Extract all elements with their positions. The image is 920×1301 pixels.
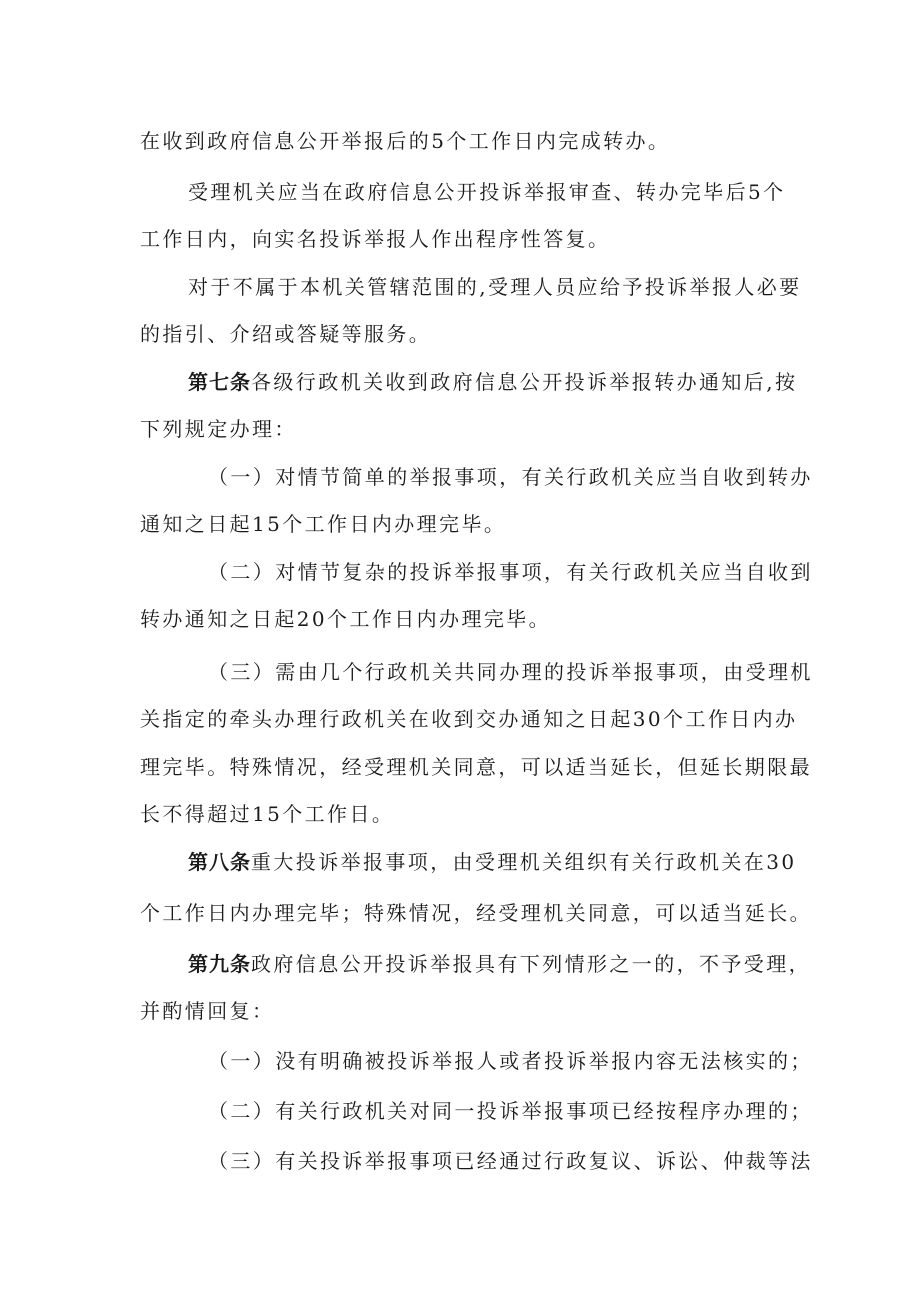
article-8-line <box>188 842 800 882</box>
paragraph-line <box>188 172 800 212</box>
list-item-line <box>208 652 813 692</box>
paragraph-line <box>140 699 800 739</box>
paragraph-line <box>140 599 800 639</box>
line-text: 对于不属于本机关管辖范围的,受理人员应给予投诉举报人必要 <box>188 275 802 299</box>
line-text: 个工作日内办理完毕；特殊情况，经受理机关同意，可以适当延长。 <box>140 901 812 925</box>
line-text: 工作日内，向实名投诉举报人作出程序性答复。 <box>140 227 611 251</box>
paragraph-line <box>140 991 800 1031</box>
paragraph-line <box>140 121 800 161</box>
article-9-line <box>188 944 811 984</box>
line-text: 各级行政机关收到政府信息公开投诉举报转办通知后,按 <box>251 370 798 394</box>
list-item-line <box>208 552 813 592</box>
list-item-line <box>208 1041 813 1081</box>
paragraph-line <box>140 794 800 834</box>
list-item-line <box>208 1141 813 1181</box>
line-text: 理完毕。特殊情况，经受理机关同意，可以适当延长，但延长期限最 <box>140 755 812 779</box>
line-text: （三）有关投诉举报事项已经通过行政复议、诉讼、仲裁等法 <box>208 1149 813 1173</box>
line-text: （一）对情节简单的举报事项，有关行政机关应当自收到转办 <box>208 465 813 489</box>
paragraph-line <box>140 409 800 449</box>
line-text: 关指定的牵头办理行政机关在收到交办通知之日起30个工作日内办 <box>140 707 798 731</box>
list-item-line <box>208 1091 813 1131</box>
line-text: 转办通知之日起20个工作日内办理完毕。 <box>140 607 552 631</box>
line-text: （二）有关行政机关对同一投诉举报事项已经按程序办理的； <box>208 1099 813 1123</box>
article-heading: 第七条 <box>188 370 251 394</box>
line-text: 下列规定办理： <box>140 417 297 441</box>
list-item-line <box>208 457 813 497</box>
paragraph-line <box>140 504 800 544</box>
article-heading: 第八条 <box>188 850 251 874</box>
line-text: （三）需由几个行政机关共同办理的投诉举报事项，由受理机 <box>208 660 813 684</box>
line-text: 在收到政府信息公开举报后的5个工作日内完成转办。 <box>140 129 671 153</box>
line-text: （一）没有明确被投诉举报人或者投诉举报内容无法核实的； <box>208 1049 813 1073</box>
paragraph-line <box>140 219 800 259</box>
paragraph-line <box>140 893 812 933</box>
line-text: 受理机关应当在政府信息公开投诉举报审查、转办完毕后5个 <box>188 180 786 204</box>
line-text: （二）对情节复杂的投诉举报事项，有关行政机关应当自收到 <box>208 560 813 584</box>
paragraph-line <box>140 314 800 354</box>
paragraph-line <box>140 747 812 787</box>
line-text: 政府信息公开投诉举报具有下列情形之一的，不予受理， <box>251 952 811 976</box>
line-text: 重大投诉举报事项，由受理机关组织有关行政机关在30 <box>251 850 797 874</box>
line-text: 的指引、介绍或答疑等服务。 <box>140 322 432 346</box>
paragraph-line <box>188 267 800 307</box>
line-text: 长不得超过15个工作日。 <box>140 802 395 826</box>
line-text: 通知之日起15个工作日内办理完毕。 <box>140 512 507 536</box>
line-text: 并酌情回复： <box>140 999 275 1023</box>
article-heading: 第九条 <box>188 952 251 976</box>
article-7-line <box>188 362 800 402</box>
